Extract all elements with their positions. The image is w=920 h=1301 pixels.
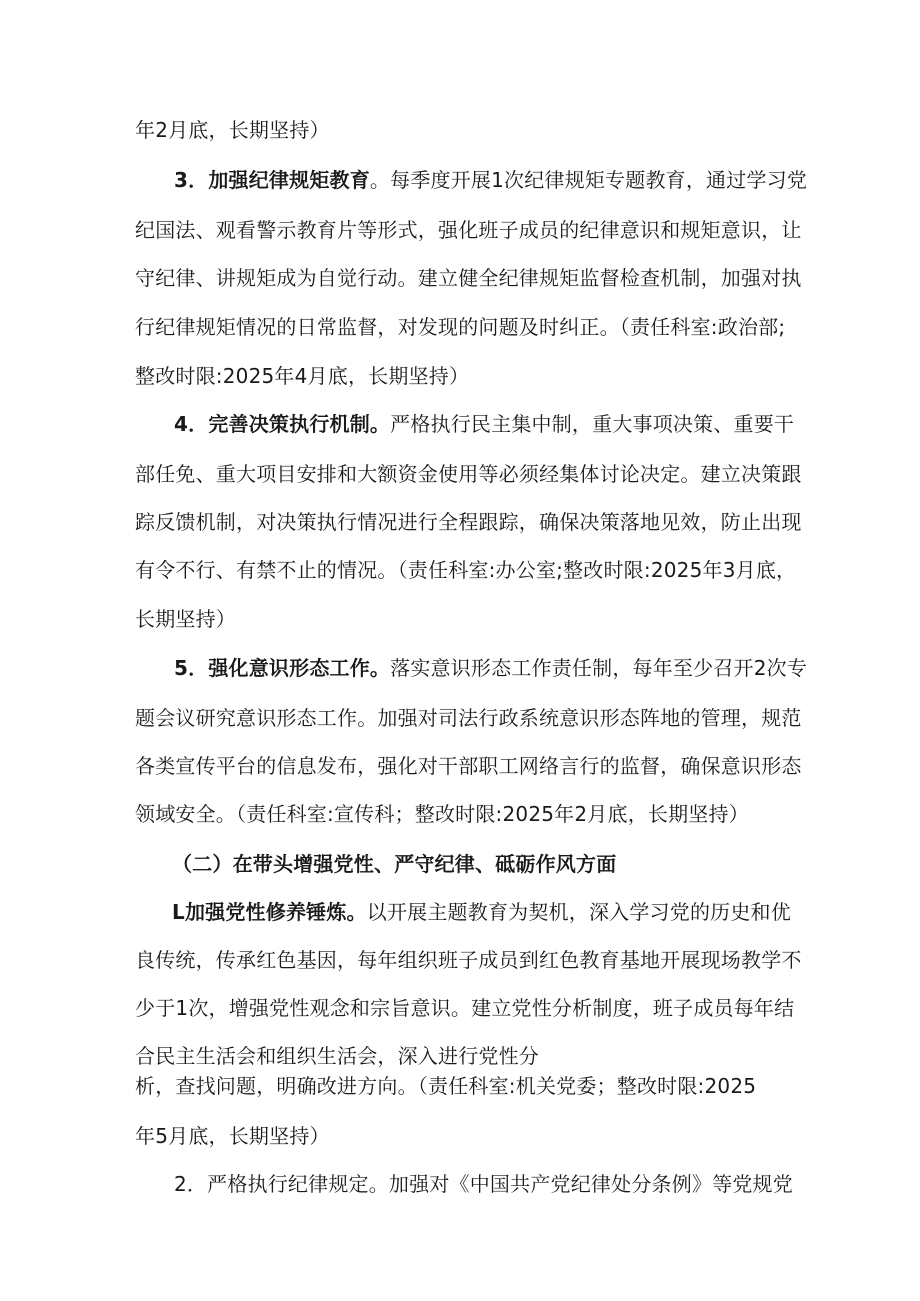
text-line: 领域安全。（责任科室:宣传科；整改时限:2025年2月底，长期坚持） — [135, 802, 749, 826]
text-line: 良传统，传承红色基因，每年组织班子成员到红色教育基地开展现场教学不 — [135, 948, 802, 972]
text-line: 年5月底，长期坚持） — [135, 1124, 330, 1148]
text-line: 合民主生活会和组织生活会，深入进行党性分 — [135, 1044, 539, 1068]
item-3-heading-line: 3．加强纪律规矩教育。每季度开展1次纪律规矩专题教育，通过学习党 — [174, 168, 808, 192]
text-line: 部任免、重大项目安排和大额资金使用等必须经集体讨论决定。建立决策跟 — [135, 462, 802, 486]
text-line: 有令不行、有禁不止的情况。（责任科室:办公室;整改时限:2025年3月底， — [135, 558, 797, 582]
text-line: 踪反馈机制，对决策执行情况进行全程跟踪，确保决策落地见效，防止出现 — [135, 510, 802, 534]
text-line: 守纪律、讲规矩成为自觉行动。建立健全纪律规矩监督检查机制，加强对执 — [135, 266, 802, 290]
item-2-line: 2．严格执行纪律规定。加强对《中国共产党纪律处分条例》等党规党 — [174, 1172, 793, 1196]
text-line: 整改时限:2025年4月底，长期坚持） — [135, 364, 470, 388]
text-line: 纪国法、观看警示教育片等形式，强化班子成员的纪律意识和规矩意识，让 — [135, 218, 802, 242]
text-line: 行纪律规矩情况的日常监督，对发现的问题及时纠正。（责任科室:政治部; — [135, 315, 786, 339]
section-heading: （二）在带头增强党性、严守纪律、砥砺作风方面 — [172, 852, 617, 876]
text-line: 题会议研究意识形态工作。加强对司法行政系统意识形态阵地的管理，规范 — [135, 706, 802, 730]
text-line: 年2月底，长期坚持） — [135, 118, 330, 142]
item-1-heading-line: L加强党性修养锤炼。以开展主题教育为契机，深入学习党的历史和优 — [172, 900, 791, 924]
text-line: 长期坚持） — [135, 607, 236, 631]
item-4-heading-line: 4．完善决策执行机制。严格执行民主集中制，重大事项决策、重要干 — [174, 412, 795, 436]
item-heading: 4．完善决策执行机制。 — [174, 412, 391, 436]
item-heading: 3．加强纪律规矩教育 — [174, 168, 370, 192]
text-line: 少于1次，增强党性观念和宗旨意识。建立党性分析制度，班子成员每年结 — [135, 996, 795, 1020]
item-heading: 5．强化意识形态工作。 — [174, 656, 391, 680]
text-line: 各类宣传平台的信息发布，强化对干部职工网络言行的监督，确保意识形态 — [135, 754, 802, 778]
item-5-heading-line: 5．强化意识形态工作。落实意识形态工作责任制，每年至少召开2次专 — [174, 656, 808, 680]
text-line: 析，查找问题，明确改进方向。（责任科室:机关党委；整改时限:2025 — [135, 1074, 757, 1098]
item-heading: L加强党性修养锤炼。 — [172, 900, 367, 924]
